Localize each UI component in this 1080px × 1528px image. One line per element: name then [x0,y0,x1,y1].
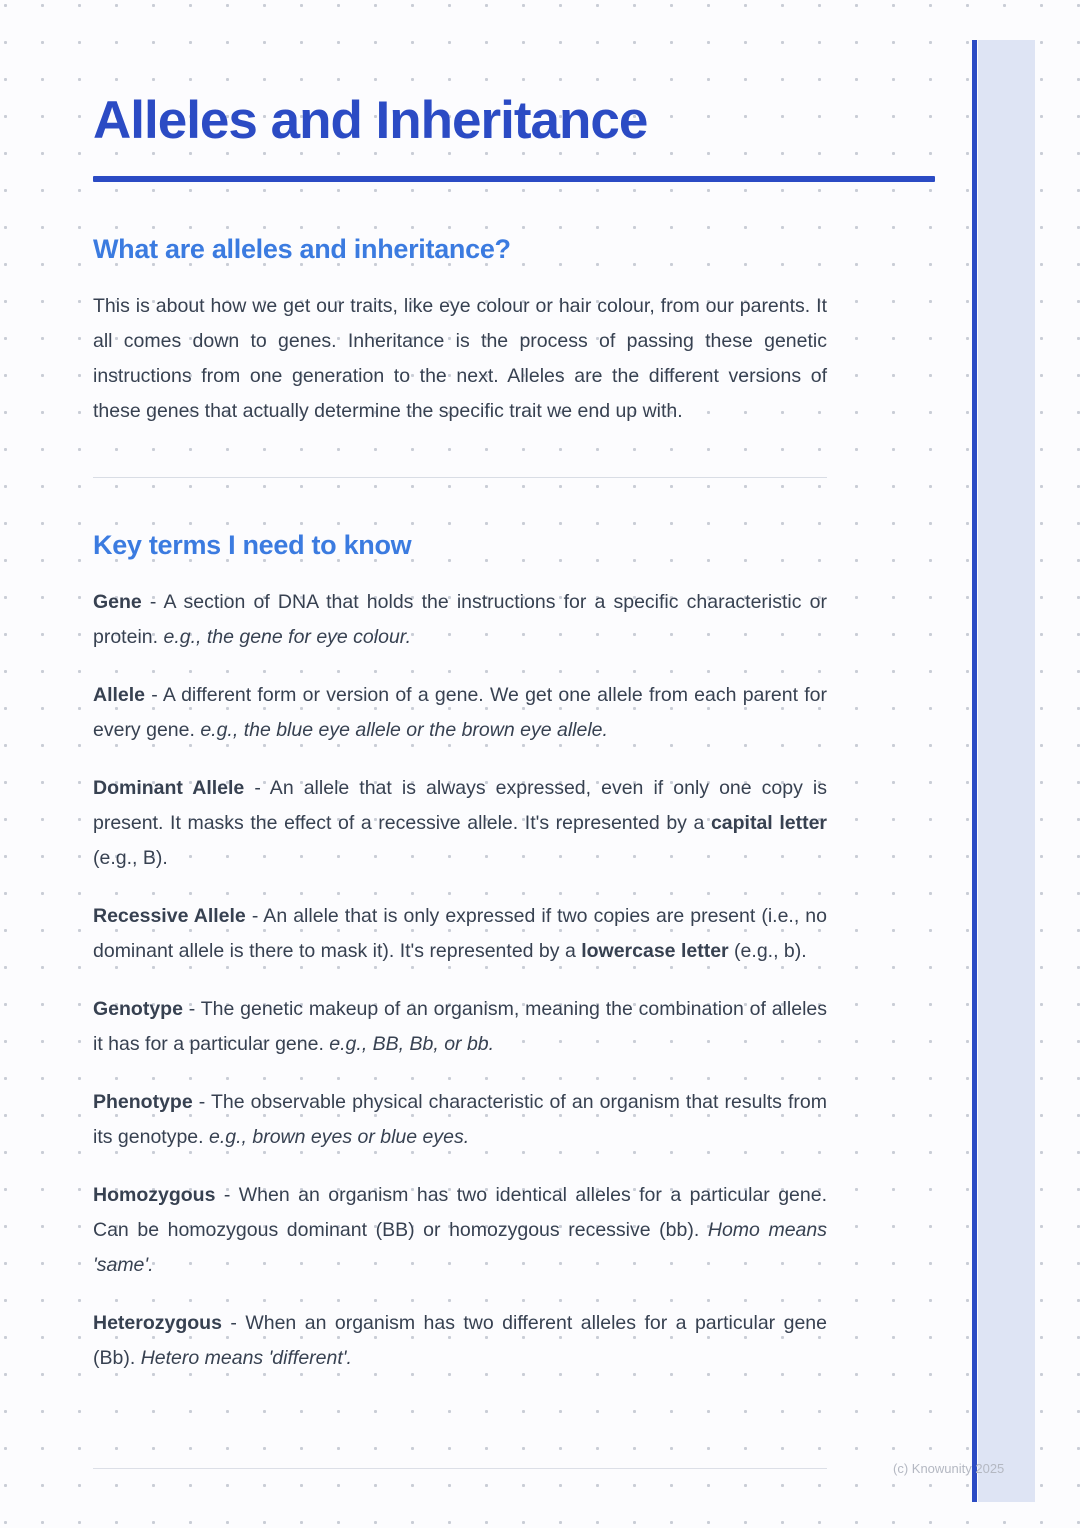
section-key-terms [93,530,827,1376]
term-example-text: Hetero means 'different'. [140,1347,352,1370]
key-terms-heading: Key terms I need to know [93,530,412,561]
term-example-text: e.g., brown eyes or blue eyes. [209,1126,470,1149]
term-bold-text: Recessive Allele [93,905,246,928]
page-title: Alleles and Inheritance [93,91,648,150]
term-definition [93,992,827,1062]
term-bold-text: Allele [93,684,146,707]
term-definition [93,771,827,876]
term-bold-text: capital letter [710,812,827,835]
term-bold-text: Genotype [93,998,183,1021]
term-body-text: - The observable physical characteristic of an organism that results from its genotype. [93,1091,827,1149]
term-bold-text: Dominant Allele [93,777,245,800]
term-body-text: - When an organism has two identical alleles for a particular gene. Can be homozygous dominant (BB) or homozygous recessive (bb). [93,1184,827,1242]
term-body-text: - An allele that is always expressed, even if only one copy is present. It masks the effect of a recessive allele. It's represented by a [93,777,827,835]
term-body-text: - A section of DNA that holds the instructions for a specific characteristic or protein. [93,591,827,649]
term-definition [93,1306,827,1376]
section-intro [93,234,827,429]
watermark-text: (c) Knowunity 2025 [893,1461,1005,1476]
term-body-text: (e.g., b). [728,940,807,963]
term-body-text: - An allele that is only expressed if two copies are present (i.e., no dominant allele is there to mask it). It's represented by a [93,905,827,963]
term-example-text: e.g., BB, Bb, or bb. [329,1033,495,1056]
key-terms-list [93,585,827,1376]
term-bold-text: Phenotype [93,1091,193,1114]
term-example-text: e.g., the blue eye allele or the brown eye allele. [200,719,608,742]
term-bold-text: Gene [93,591,142,614]
footer-divider [93,1468,827,1469]
term-bold-text: Heterozygous [93,1312,222,1335]
term-example-text: Homo means 'same'. [93,1219,827,1277]
section-divider [93,477,827,478]
term-body-text: - The genetic makeup of an organism, meaning the combination of alleles it has for a particular gene. [93,998,827,1056]
intro-heading: What are alleles and inheritance? [93,234,511,265]
term-definition [93,1085,827,1155]
title-underline [93,176,935,182]
term-body-text: (e.g., B). [93,847,168,870]
intro-paragraph: This is about how we get our traits, like eye colour or hair colour, from our parents. It all comes down to genes. Inheritance is the process of passing these genetic instructions from one generation to the next. Alleles are the different versions of these genes that actually determine the specific trait we end up with. [93,295,827,423]
term-body-text: - A different form or version of a gene. We get one allele from each parent for every gene. [93,684,827,742]
term-bold-text: lowercase letter [581,940,729,963]
term-definition [93,585,827,655]
term-definition [93,1178,827,1283]
term-body-text: - When an organism has two different alleles for a particular gene (Bb). [93,1312,827,1370]
term-definition [93,899,827,969]
term-definition [93,678,827,748]
term-bold-text: Homozygous [93,1184,216,1207]
term-example-text: e.g., the gene for eye colour. [163,626,411,649]
